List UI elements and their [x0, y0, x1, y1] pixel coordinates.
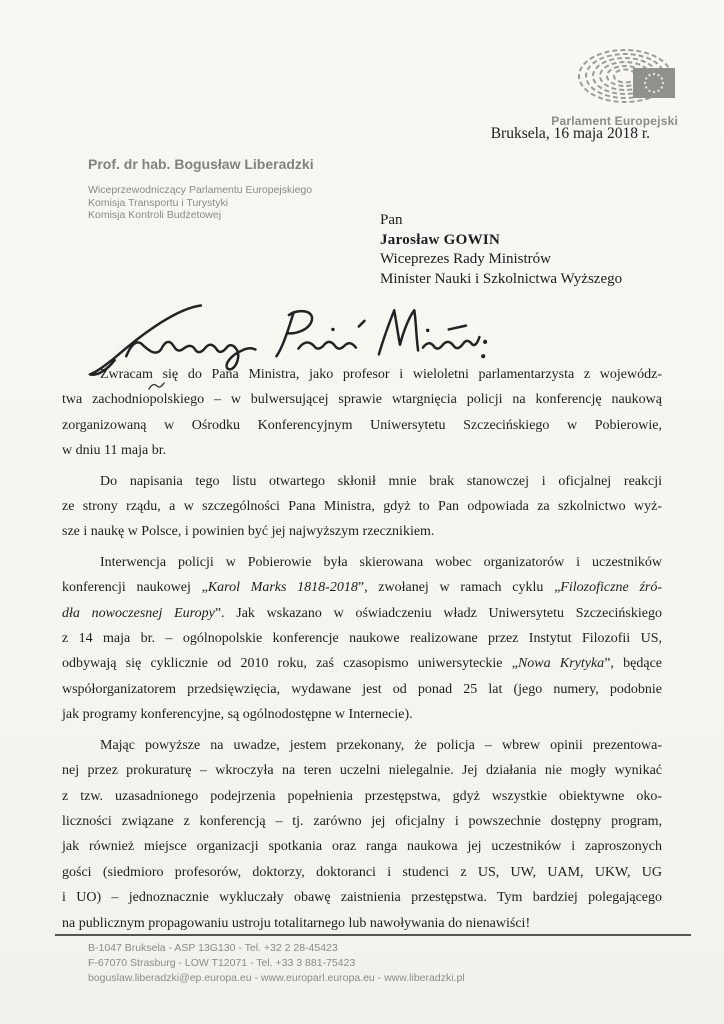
paragraph: [62, 362, 662, 464]
recipient-block: [380, 211, 622, 289]
body-line: dła nowoczesnej Europy”. Jak wskazano w oświadczeniu władz Uniwersytetu Szczecińskiego: [62, 605, 662, 621]
body-line: Mając powyższe na uwadze, jestem przekonany, że policja – wbrew opinii prezentowa-: [100, 737, 662, 753]
body-line: liczności związane z konferencją – tj. zarówno jej oficjalny i powszechnie dostępny program,: [62, 813, 662, 829]
sender-role: Komisja Transportu i Turystyki: [88, 196, 229, 209]
sender-role: Wiceprzewodniczący Parlamentu Europejskiego: [88, 184, 313, 196]
recipient-title: Minister Nauki i Szkolnictwa Wyższego: [380, 270, 623, 287]
paragraph: [62, 733, 662, 936]
recipient-titles: [380, 250, 622, 289]
body-line: jak również miejsce organizacji spotkania oraz ranga naukowa jej uczestników i zaproszonych: [62, 839, 662, 855]
body-line: z 14 maja br. – ogólnopolskie konferencje naukowe realizowane przez Instytut Filozofii US,: [62, 631, 662, 647]
footer-line: boguslaw.liberadzki@ep.europa.eu - www.europarl.europa.eu - www.liberadzki.pl: [88, 972, 465, 984]
recipient-name: Jarosław GOWIN: [380, 231, 501, 248]
sender-name: Prof. dr hab. Bogusław Liberadzki: [88, 156, 314, 172]
logo-caption: Parlament Europejski: [551, 114, 678, 128]
letter-body: [62, 362, 662, 941]
sender-roles: [88, 184, 314, 222]
body-line: Interwencja policji w Pobierowie była skierowana wobec organizatorów i uczestników: [100, 554, 662, 570]
body-line: konferencji naukowej „Karol Marks 1818-2018”, zwołanej w ramach cyklu „Filozoficzne źró-: [62, 580, 663, 596]
body-line: ze strony rządu, a w szczególności Pana Ministra, gdyż to Pan odpowiada za szkolnictwo wyż-: [62, 499, 662, 515]
paragraph: [62, 469, 662, 545]
body-line: odbywają się cyklicznie od 2010 roku, zaś czasopismo uniwersyteckie „Nowa Krytyka”, będące: [62, 656, 662, 672]
sender-role: Komisja Kontroli Budżetowej: [88, 209, 222, 221]
body-line: w dniu 11 maja br.: [62, 443, 167, 459]
recipient-title: Wiceprezes Rady Ministrów: [380, 251, 552, 267]
body-line: gości (siedmioro profesorów, doktorzy, doktoranci i studenci z US, UW, UAM, UKW, UG: [62, 864, 662, 880]
body-line: twa zachodniopolskiego – w bulwersującej sprawie wtargnięcia policji na konferencję naukową: [62, 392, 662, 408]
body-line: z tzw. uzasadnionego podejrzenia popełnienia przestępstwa, gdyż wszystkie obiektywne oko-: [62, 788, 662, 804]
body-line: sze i naukę w Polsce, i powinien być jej najwyższym rzecznikiem.: [62, 524, 435, 540]
sender-block: [88, 156, 314, 222]
footer-line: B-1047 Bruksela - ASP 13G130 - Tel. +32 2 28-45423: [88, 942, 338, 954]
ep-logo: [551, 48, 678, 128]
recipient-prefix: Pan: [380, 212, 403, 228]
dateline: Bruksela, 16 maja 2018 r.: [490, 125, 650, 142]
body-line: Zwracam się do Pana Ministra, jako profesor i wieloletni parlamentarzysta z wojewódz-: [100, 367, 662, 382]
body-line: nej przez prokuraturę – wkroczyła na teren uczelni nielegalnie. Jej działania nie mogły wynikać: [62, 763, 662, 779]
paragraph: [62, 550, 662, 728]
body-line: na publicznym propagowaniu ustroju totalitarnego lub nawoływania do nienawiści!: [62, 915, 531, 931]
body-line: i UO) – jednoznacznie wykluczały obawę zaistnienia przestępstwa. Tym bardziej polegającego: [62, 890, 662, 906]
ep-hemicycle-icon: [578, 48, 678, 106]
eu-flag-icon: [633, 68, 675, 98]
footer-line: F-67070 Strasburg - LOW T12071 - Tel. +33 3 881-75423: [88, 957, 356, 969]
footer-block: [88, 941, 465, 986]
footer-divider: [55, 934, 691, 936]
body-line: współorganizatorem przedsięwzięcia, wydawane jest od ponad 25 lat (jego numery, podobnie: [62, 681, 662, 697]
body-line: zorganizowaną w Ośrodku Konferencyjnym Uniwersytetu Szczecińskiego w Pobierowie,: [62, 417, 662, 433]
body-line: jak programy konferencyjne, są ogólnodostępne w Internecie).: [62, 707, 413, 723]
body-line: Do napisania tego listu otwartego skłonił mnie brak stanowczej i oficjalnej reakcji: [100, 473, 662, 489]
